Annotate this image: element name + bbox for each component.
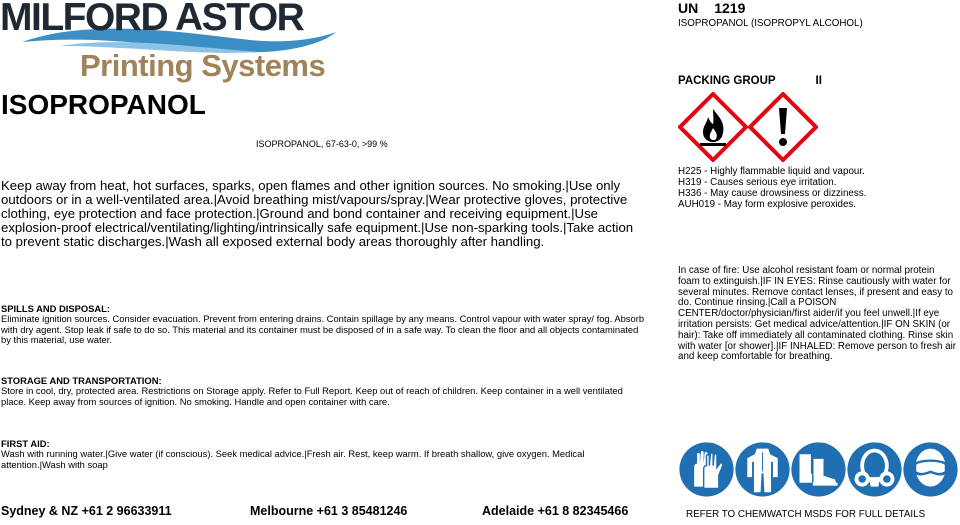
respirator-icon (846, 441, 903, 498)
hazard-statement: H319 - Causes serious eye irritation. (678, 177, 837, 188)
response-statements: In case of fire: Use alcohol resistant foam or normal protein foam to extinguish.|IF IN EYES: Rinse cautiously with water for several minutes. Remove contact lenses, if present and easy to do. Continue rinsing.|Call a POISON CENTER/doctor/physician/first aider/if you feel unwell.|If eye irritation persists: Get medical advice/attention.|IF ON SKIN (or hair): Take off immediately all contaminated clothing. Rinse skin with water [or shower].|IF INHALED: Remove person to fresh air and keep comfortable for breathing. (678, 265, 957, 363)
hazard-statement: AUH019 - May form explosive peroxides. (678, 199, 857, 210)
packing-group-label: PACKING GROUP (678, 75, 776, 87)
product-composition: ISOPROPANOL, 67-63-0, >99 % (256, 139, 388, 149)
un-number-line (678, 0, 745, 16)
flame-pictogram-icon (680, 94, 746, 160)
storage-body: Store in cool, dry, protected area. Restrictions on Storage apply. Refer to Full Report. Keep out of reach of children. Keep container in a well ventilated place. Keep away from sources of ignition. No smoking. Handle and open container with care. (1, 385, 623, 407)
spills-body: Eliminate ignition sources. Consider evacuation. Prevent from entering drains. Contain spillage by any means. Control vapour with water spray/ fog. Absorb with dry agent. Stop leak if safe to do so. This material and its container must be disposed of in a safe way. To clean the floor and all objects contaminated by this material, use water. (1, 313, 645, 346)
hazard-statement: H336 - May cause drowsiness or dizziness. (678, 188, 867, 199)
exclamation-pictogram-icon (750, 94, 816, 160)
un-number: 1219 (714, 0, 746, 16)
first-aid-section (1, 439, 646, 470)
msds-reference-note: REFER TO CHEMWATCH MSDS FOR FULL DETAILS (686, 509, 926, 520)
packing-group-value: II (815, 75, 822, 87)
contact-adelaide: Adelaide +61 8 82345466 (482, 504, 629, 518)
precautionary-statements: Keep away from heat, hot surfaces, sparks, open flames and other ignition sources. No smoking.|Use only outdoors or in a well-ventilated area.|Avoid breathing mist/vapours/spray.|Wear protective gloves, protective clothing, eye protection and face protection.|Ground and bond container and receiving equipment.|Use explosion-proof electrical/ventilating/lighting/intrinsically safe equipment.|Use non-sparking tools.|Take action to prevent static discharges.|Wash all exposed external body areas thoroughly after handling. (1, 178, 634, 249)
gloves-icon (678, 441, 735, 498)
first-aid-body: Wash with running water.|Give water (if conscious). Seek medical advice.|Fresh air. Rest, keep warm. If breath shallow, give oxygen. Medical attention.|Wash with soap (1, 448, 585, 470)
safety-goggles-icon (902, 441, 959, 498)
ghs-pictograms (678, 92, 818, 162)
logo-brand: MILFORD ASTOR (0, 0, 304, 39)
ppe-icons (678, 441, 960, 499)
packing-group (678, 75, 822, 87)
proper-shipping-name: ISOPROPANOL (ISOPROPYL ALCOHOL) (678, 18, 863, 29)
storage-heading: STORAGE AND TRANSPORTATION: (1, 375, 162, 386)
contact-melbourne: Melbourne +61 3 85481246 (250, 504, 408, 518)
hazard-statements (678, 166, 953, 210)
protective-suit-icon (734, 441, 791, 498)
safety-boots-icon (790, 441, 847, 498)
logo-subtitle: Printing Systems (80, 48, 326, 83)
contact-sydney: Sydney & NZ +61 2 96633911 (1, 504, 172, 518)
un-label: UN (678, 0, 699, 16)
storage-section (1, 376, 646, 407)
spills-heading: SPILLS AND DISPOSAL: (1, 303, 111, 314)
spills-section (1, 304, 646, 346)
product-title: ISOPROPANOL (1, 89, 206, 120)
company-logo (0, 0, 340, 90)
first-aid-heading: FIRST AID: (1, 438, 50, 449)
hazard-statement: H225 - Highly flammable liquid and vapour. (678, 166, 865, 177)
